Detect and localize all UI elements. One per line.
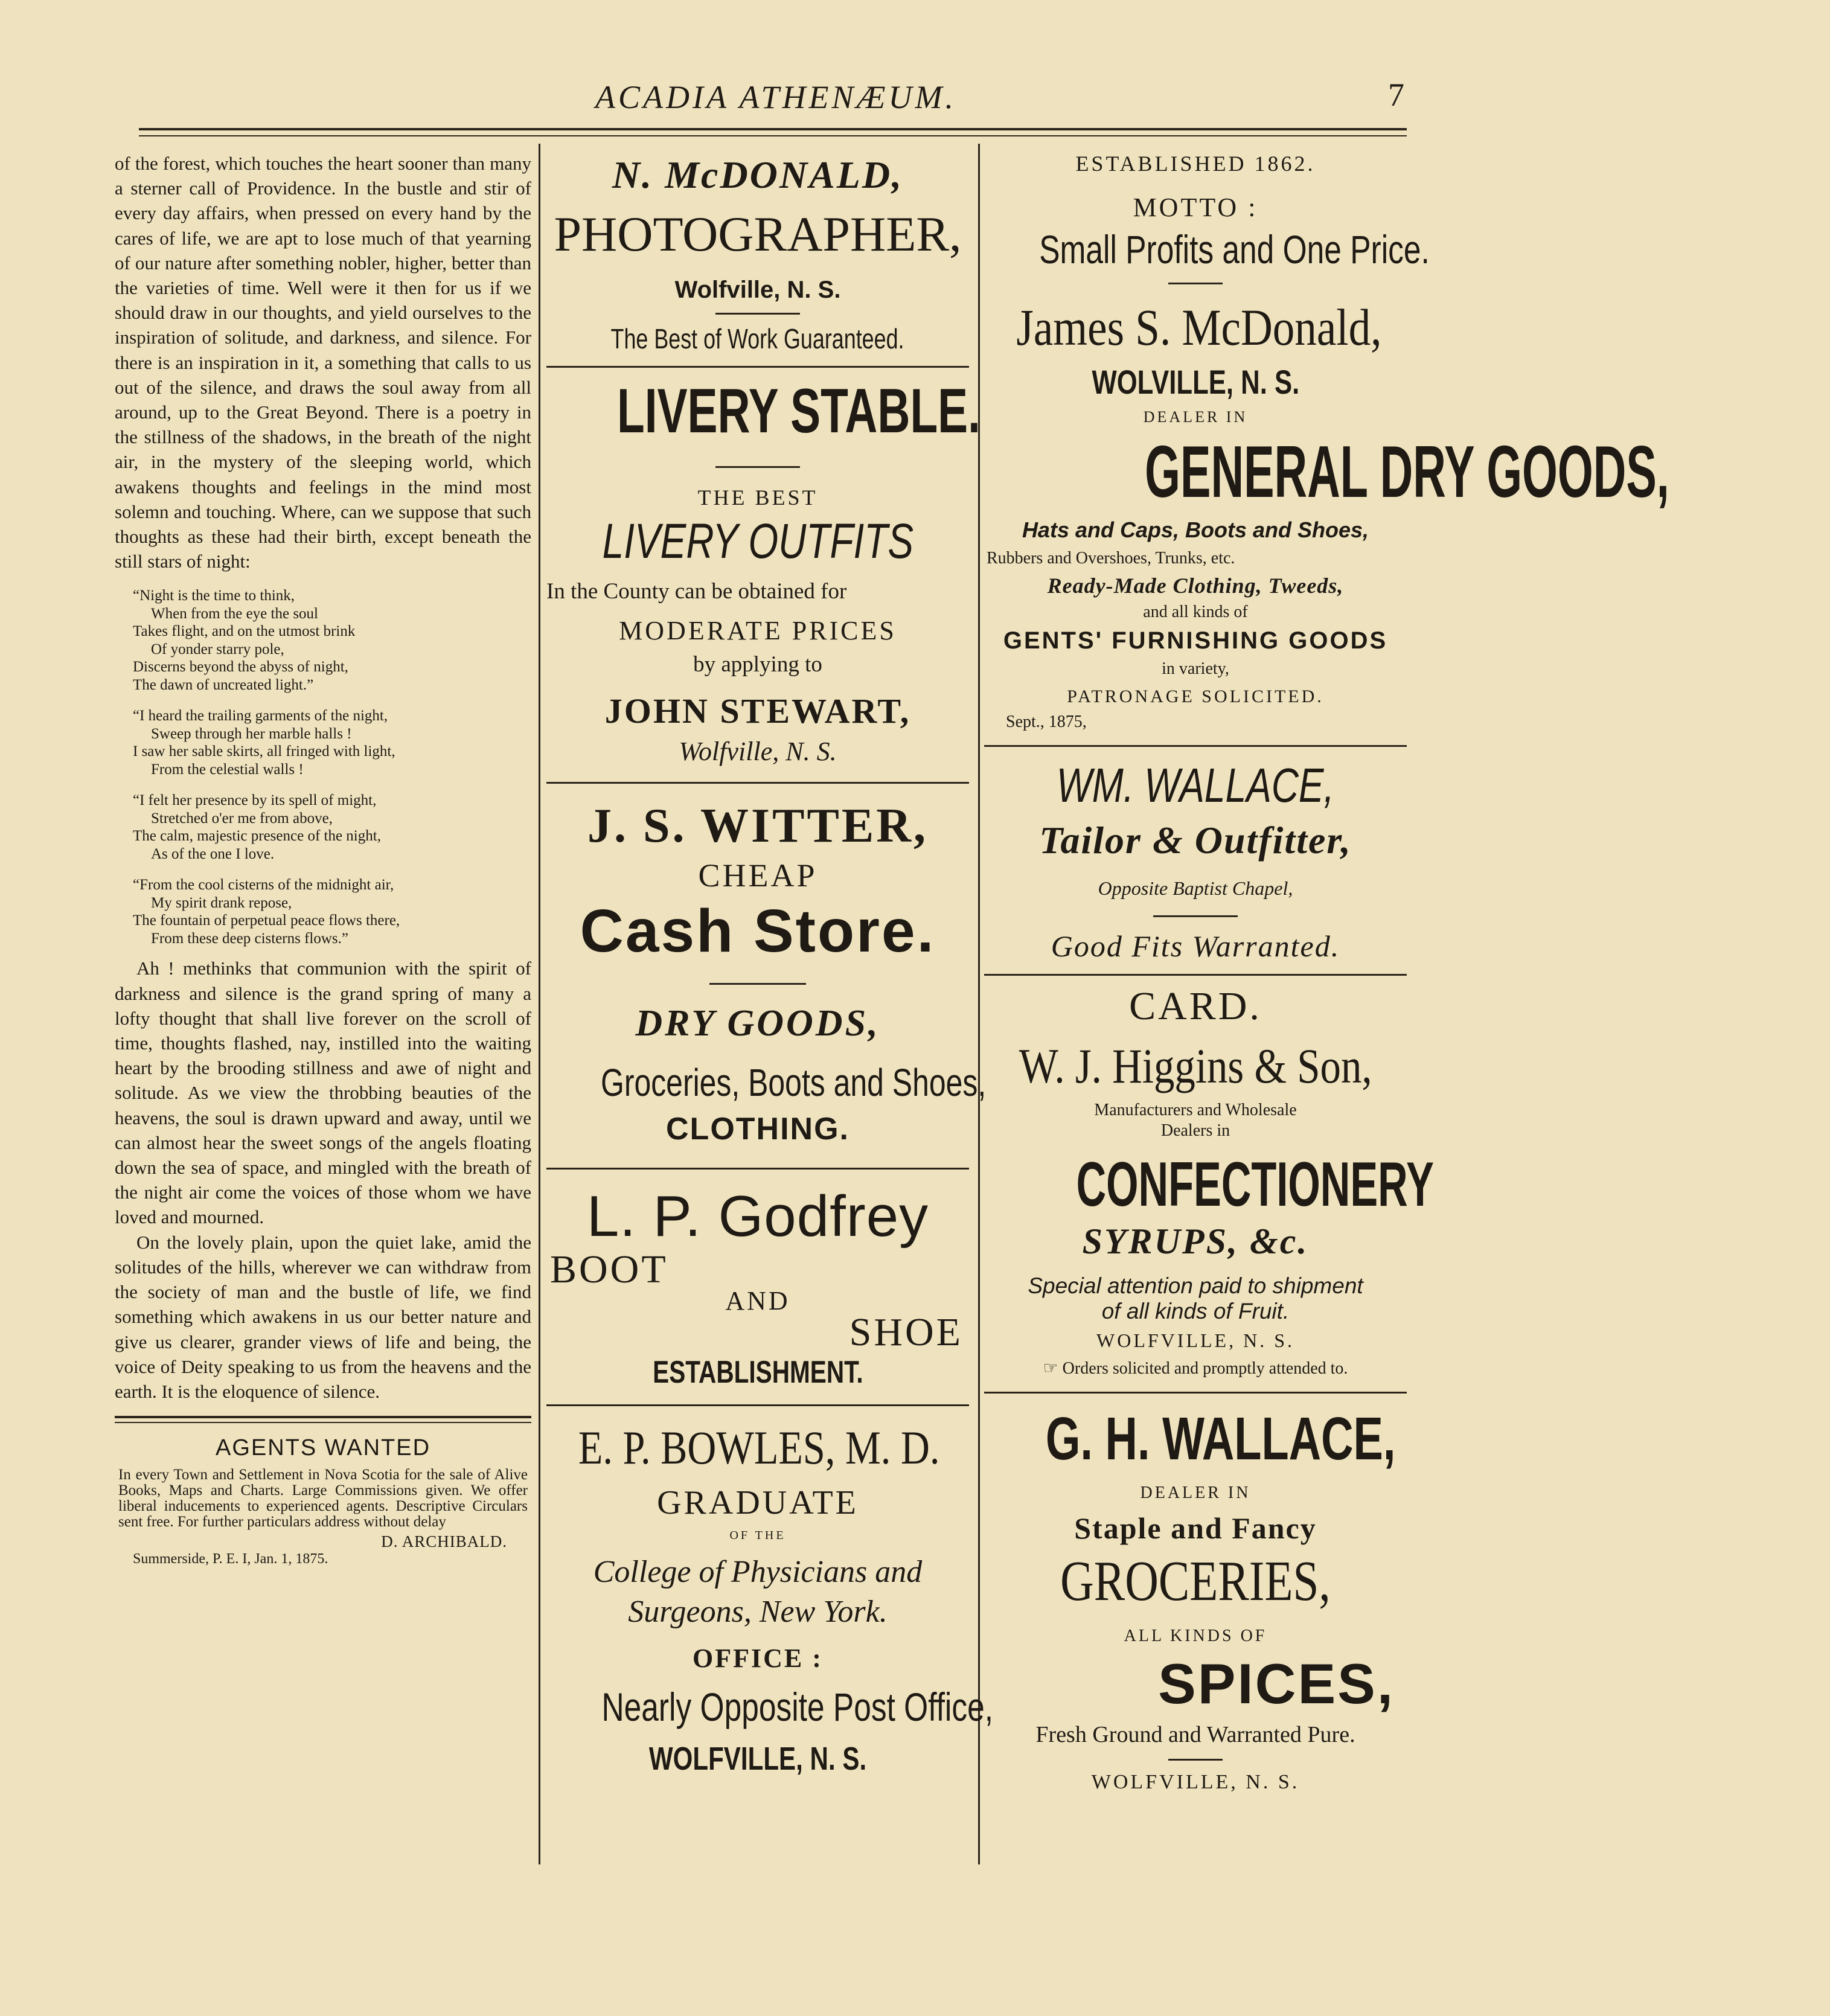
advertisement-column-middle: [546, 151, 994, 1782]
ad-town-row: [546, 1736, 969, 1782]
ad-establishment: ESTABLISHMENT.: [652, 1355, 863, 1390]
ad-opposite: Nearly Opposite Post Office,: [601, 1685, 994, 1729]
ad-rule: [115, 1416, 531, 1418]
ad-town: WOLFVILLE, N. S.: [1096, 1330, 1294, 1351]
ad-name: James S. McDonald,: [1016, 298, 1382, 356]
ad-confectionery-row: [984, 1148, 1434, 1221]
ad-rule: [115, 1422, 531, 1423]
ad-groceries: Groceries, Boots and Shoes,: [601, 1061, 987, 1104]
pointing-hand-icon: ☞: [1043, 1359, 1058, 1378]
ad-shoe: SHOE: [849, 1310, 963, 1354]
poem-stanza-2: [133, 707, 531, 778]
poem-stanza-4: [133, 876, 531, 947]
ad-divider: [709, 983, 806, 985]
poem-line: Of yonder starry pole,: [151, 641, 284, 658]
poem-line: From these deep cisterns flows.”: [151, 930, 349, 947]
ad-manu2: Dealers in: [1160, 1121, 1230, 1140]
poem: [133, 587, 531, 947]
mcdonald-photographer-ad: [546, 151, 969, 357]
ad-divider: [715, 313, 800, 315]
ad-town: WOLFVILLE, N. S.: [1091, 1771, 1300, 1793]
poem-line: I saw her sable skirts, all fringed with light,: [133, 743, 395, 760]
ad-divider: [1153, 915, 1238, 917]
witter-cash-store-ad: [546, 797, 987, 1151]
ad-college-line2: Surgeons, New York.: [628, 1595, 888, 1629]
ad-fresh: Fresh Ground and Warranted Pure.: [1035, 1722, 1355, 1747]
ad-staple: Staple and Fancy: [1074, 1511, 1317, 1545]
ad-trade: PHOTOGRAPHER,: [554, 206, 962, 261]
ad-separator: [546, 782, 969, 784]
ad-separator: [984, 974, 1407, 976]
ad-groceries: GROCERIES,: [1060, 1550, 1331, 1613]
ad-fits: Good Fits Warranted.: [1051, 929, 1340, 963]
gh-wallace-grocer-ad: [984, 1403, 1407, 1800]
ad-card: CARD.: [1129, 984, 1262, 1028]
ad-variety: in variety,: [1162, 659, 1229, 678]
ad-separator: [546, 1404, 969, 1406]
ad-divider: [1168, 1759, 1223, 1761]
article-paragraph-3: On the lovely plain, upon the quiet lake, amid the solitudes of the hills, wherever we can withdraw from the society of man and the bustle of life, we find something which awakens in us our better nature and give us clearer, grander views of life and being, the voice of Deity speaking to us from the heavens and the earth. It is the eloquence of silence.: [115, 1231, 531, 1402]
ad-profits-row: [984, 226, 1430, 274]
poem-line: “From the cool cisterns of the midnight air,: [133, 877, 394, 894]
ad-dry-goods: DRY GOODS,: [635, 1003, 880, 1044]
ad-of-the: OF THE: [729, 1529, 786, 1542]
poem-line: “Night is the time to think,: [133, 587, 295, 604]
ad-patronage: PATRONAGE SOLICITED.: [1067, 686, 1324, 706]
ad-name: W. J. Higgins & Son,: [1019, 1038, 1372, 1093]
ad-date: Sept., 1875,: [1006, 712, 1087, 731]
ad-name: N. McDONALD,: [612, 153, 904, 196]
ad-all-kinds: and all kinds of: [1143, 603, 1248, 621]
ad-name-row: [984, 296, 1407, 358]
ad-groceries-row: [984, 1551, 1407, 1611]
poem-line: The calm, majestic presence of the night,: [133, 828, 381, 845]
column-divider-left: [539, 144, 540, 1864]
ad-opposite: Opposite Baptist Chapel,: [1098, 877, 1293, 899]
poem-stanza-3: [133, 792, 531, 863]
ad-name-row: [984, 1036, 1407, 1096]
ad-spices: SPICES,: [1158, 1652, 1395, 1715]
ad-dealer: DEALER IN: [1143, 408, 1248, 426]
ad-signature: D. ARCHIBALD.: [381, 1532, 507, 1551]
ad-divider: [1168, 283, 1223, 284]
ad-special2: of all kinds of Fruit.: [1101, 1299, 1290, 1323]
header-rule-thin: [139, 135, 1407, 136]
ad-county: In the County can be obtained for: [546, 579, 847, 604]
ad-and: AND: [725, 1286, 790, 1316]
ad-outfits-row: [546, 513, 969, 571]
ad-confectionery: CONFECTIONERY: [1076, 1150, 1434, 1220]
ad-applying: by applying to: [693, 652, 822, 677]
article-paragraph-1: of the forest, which touches the heart sooner than many a sterner call of Providence. In the bustle and stir of every day affairs, when pressed on every hand by the cares of life, we are apt to lose much of that yearning of our nature after something nobler, higher, better than the varieties of time. Well were it then for us if we should draw in our thoughts, and yield ourselves to the inspiration of solitude, and darkness, and silence. For there is an inspiration in it, a something that calls to us out of the silence, and draws the soul away from all around, up to the Great Beyond. There is a poetry in the stillness of the shadows, in the breath of the night air, in the mystery of the sleeping world, which awakens thoughts and feelings in the mind most solemn and touching. Where, can we suppose that such thoughts as these had their birth, except beneath the still stars of night:: [115, 153, 531, 572]
ad-name: L. P. Godfrey: [586, 1184, 929, 1249]
ad-orders-row: [984, 1357, 1407, 1381]
agents-wanted-ad: [115, 1416, 531, 1567]
ad-establishment-row: [546, 1352, 969, 1394]
poem-line: “I felt her presence by its spell of might,: [133, 792, 377, 809]
ad-ready: Ready-Made Clothing, Tweeds,: [1047, 574, 1344, 598]
ad-boot: BOOT: [550, 1247, 668, 1291]
ad-groceries-row: [546, 1058, 987, 1107]
ad-opposite-row: [546, 1682, 994, 1733]
ad-motto: MOTTO :: [1133, 193, 1258, 222]
ad-town-row: [984, 360, 1407, 405]
poem-line: The fountain of perpetual peace flows there,: [133, 912, 400, 929]
higgins-confectionery-ad: [984, 981, 1434, 1381]
ad-title: AGENTS WANTED: [215, 1435, 431, 1461]
ad-town: WOLFVILLE, N. S.: [648, 1741, 867, 1777]
ad-gents: GENTS' FURNISHING GOODS: [1003, 627, 1388, 654]
ad-special1: Special attention paid to shipment: [1028, 1273, 1363, 1298]
godfrey-boot-shoe-ad: [546, 1183, 969, 1394]
ad-title-row: [546, 375, 981, 448]
livery-stable-ad: [546, 375, 981, 769]
ad-the-best: THE BEST: [697, 485, 818, 510]
ad-place: Wolfville, N. S.: [674, 277, 841, 303]
ad-town: WOLVILLE, N. S.: [1092, 363, 1299, 401]
article-paragraph-2: Ah ! methinks that communion with the spirit of darkness and silence is the grand spring of many a lofty thought that shall live forever on the scroll of time, thoughts flashed, nay, instilled into the waiting heart by the brooding stillness and awe of night and solitude. As we view the throbbing beauties of the heavens, the soul is drawn upward and away, until we can almost hear the sweet songs of the angels floating down the sea of space, and mingled with the breath of the night air come the voices of those whom we have loved and mourned.: [115, 958, 531, 1228]
ad-cheap: CHEAP: [698, 857, 817, 894]
ad-dealer: DEALER IN: [1140, 1483, 1251, 1502]
ad-separator: [984, 1392, 1407, 1394]
poem-line: As of the one I love.: [151, 845, 275, 862]
ad-outfits: LIVERY OUTFITS: [602, 514, 913, 569]
poem-line: The dawn of uncreated light.”: [133, 676, 314, 693]
poem-line: My spirit drank repose,: [151, 894, 292, 911]
ad-name-row: [546, 1418, 969, 1477]
poem-line: “I heard the trailing garments of the night,: [133, 708, 388, 725]
poem-line: When from the eye the soul: [151, 605, 318, 622]
ad-name: WM. WALLACE,: [1056, 758, 1334, 812]
ad-profits: Small Profits and One Price.: [1039, 227, 1430, 272]
poem-line: Discerns beyond the abyss of night,: [133, 659, 348, 676]
ad-trade: Tailor & Outfitter,: [1039, 819, 1352, 862]
poem-line: From the celestial walls !: [151, 761, 304, 778]
ad-college-line1: College of Physicians and: [593, 1555, 923, 1589]
ad-office: OFFICE :: [693, 1643, 823, 1673]
ad-separator: [546, 366, 969, 368]
poem-line: Stretched o'er me from above,: [151, 810, 333, 827]
james-mcdonald-ad: [984, 151, 1669, 734]
bowles-physician-ad: [546, 1418, 994, 1782]
ad-place: Wolfville, N. S.: [679, 737, 837, 766]
ad-divider: [715, 466, 800, 468]
ad-manu1: Manufacturers and Wholesale: [1094, 1101, 1297, 1119]
ad-name: G. H. WALLACE,: [1045, 1405, 1396, 1473]
ad-owner: JOHN STEWART,: [604, 691, 911, 731]
ad-name-row: [984, 1403, 1407, 1475]
ad-tagline-row: [546, 321, 969, 357]
ad-tagline: The Best of Work Guaranteed.: [611, 323, 904, 354]
ad-name: J. S. WITTER,: [587, 799, 929, 853]
running-head: [139, 71, 1413, 126]
ad-title: LIVERY STABLE.: [617, 376, 981, 446]
ad-hats: Hats and Caps, Boots and Shoes,: [1022, 517, 1369, 542]
ad-all-kinds: ALL KINDS OF: [1124, 1627, 1267, 1645]
article-column: [115, 151, 531, 1567]
ad-body: In every Town and Settlement in Nova Scotia for the sale of Alive Books, Maps and Charts. Large Commissions given. We offer liberal inducements to experienced agents. Descriptive Circulars sent free. For further particulars address without delay: [118, 1467, 528, 1531]
ad-date: Summerside, P. E. I, Jan. 1, 1875.: [133, 1551, 328, 1567]
ad-general: GENERAL DRY GOODS,: [1145, 430, 1669, 513]
poem-stanza-1: [133, 587, 531, 694]
ad-name: E. P. BOWLES, M. D.: [578, 1421, 940, 1474]
page-number: 7: [1388, 77, 1404, 113]
advertisement-column-right: [984, 151, 1669, 1800]
ad-store: Cash Store.: [580, 897, 936, 965]
ad-separator: [984, 745, 1407, 747]
header-rule-thick: [139, 128, 1407, 130]
wm-wallace-ad: [984, 757, 1407, 967]
ad-general-row: [984, 430, 1669, 513]
publication-title: ACADIA ATHENÆUM.: [595, 79, 956, 115]
ad-orders: Orders solicited and promptly attended to.: [1062, 1359, 1348, 1378]
ad-clothing: CLOTHING.: [666, 1112, 849, 1147]
ad-graduate: GRADUATE: [657, 1484, 859, 1522]
ad-established: ESTABLISHED 1862.: [1075, 152, 1316, 176]
ad-rubbers: Rubbers and Overshoes, Trunks, etc.: [987, 549, 1235, 568]
ad-name-row: [984, 757, 1407, 815]
ad-prices: MODERATE PRICES: [619, 616, 897, 645]
ad-separator: [546, 1168, 969, 1170]
ad-syrups: SYRUPS, &c.: [1082, 1221, 1309, 1261]
poem-line: Sweep through her marble halls !: [151, 725, 352, 742]
poem-line: Takes flight, and on the utmost brink: [133, 623, 356, 640]
